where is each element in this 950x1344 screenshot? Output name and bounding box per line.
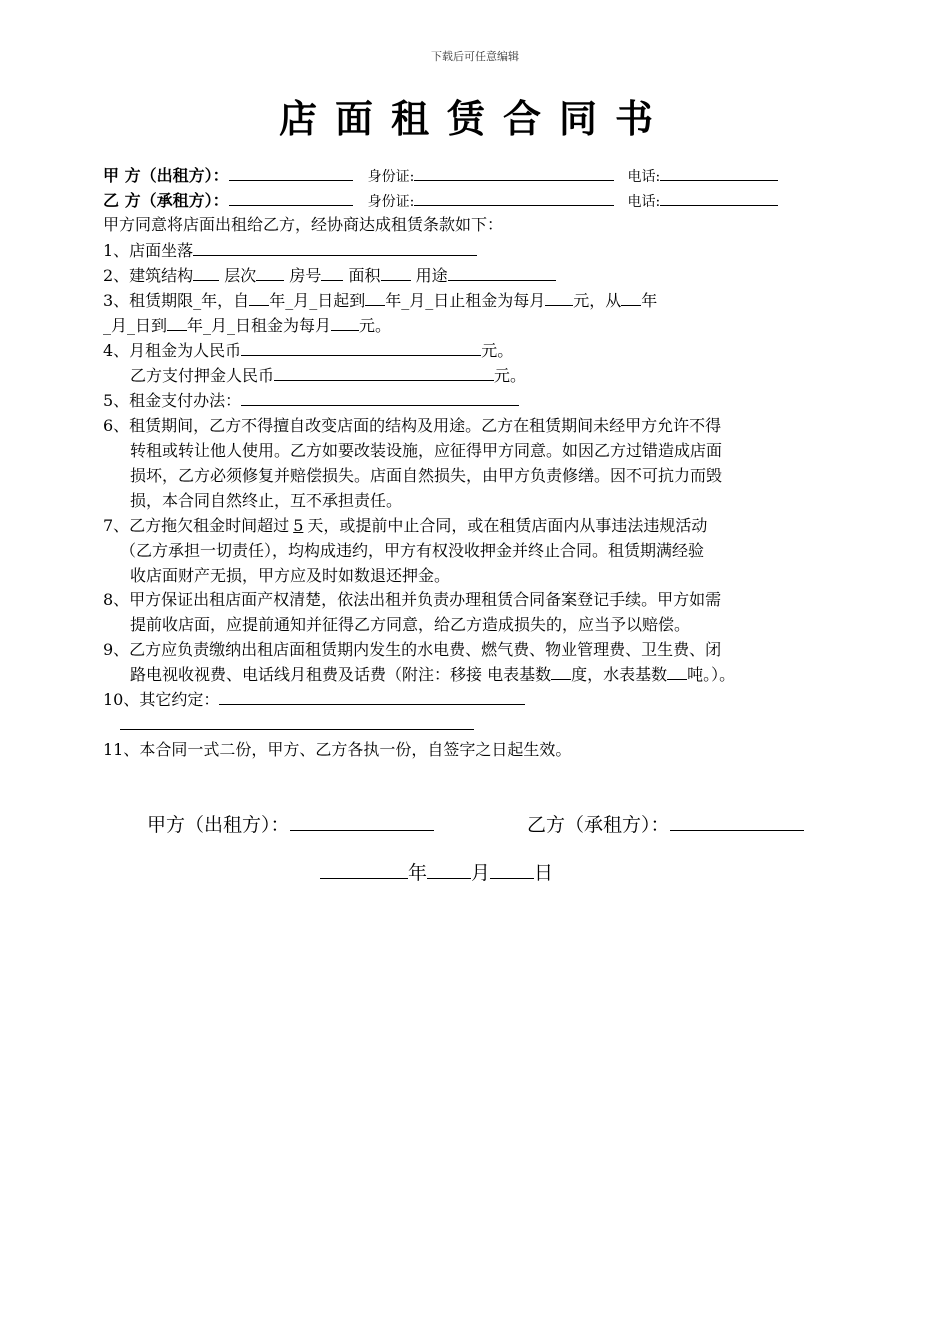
year-label: 年 — [408, 862, 428, 884]
party-a-phone-label: 电话: — [627, 169, 661, 185]
clause-3-text-a: 3、租赁期限_年，自 — [103, 291, 250, 310]
deposit-blank — [274, 364, 494, 381]
clause-7-line-1 — [103, 513, 707, 539]
monthly-rent-label: 4、月租金为人民币 — [103, 341, 242, 360]
clause-7-line-3: 收店面财产无损，甲方应及时如数退还押金。 — [130, 566, 451, 585]
other-terms-blank-1 — [219, 688, 525, 705]
clause-9-line-1: 9、乙方应负责缴纳出租店面租赁期内发生的水电费、燃气费、物业管理费、卫生费、闭 — [103, 640, 722, 659]
party-b-signature — [527, 810, 804, 837]
party-a-row — [103, 163, 778, 190]
party-a-label: 甲 方（出租方）： — [103, 166, 229, 185]
clause-6-line-3: 损坏，乙方必须修复并赔偿损失。店面自然损失，由甲方负责修缮。因不可抗力而毁 — [130, 466, 723, 485]
room-blank — [321, 264, 343, 281]
other-terms-label: 10、其它约定： — [103, 690, 220, 709]
clause-3-text-c: 年_月_日止租金为每月 — [385, 291, 546, 310]
clause-3-text-d: 元，从 — [573, 291, 622, 310]
intro-text: 甲方同意将店面出租给乙方，经协商达成租赁条款如下： — [103, 215, 504, 234]
clause-7-line-2: （乙方承担一切责任），均构成违约，甲方有权没收押金并终止合同。租赁期满经验 — [120, 541, 705, 560]
clause-7-text-b: 天，或提前中止合同，或在租赁店面内从事违法违规活动 — [307, 516, 708, 535]
usage-blank — [448, 264, 556, 281]
clause-3-text-f: _月_日到 — [103, 316, 168, 335]
location-blank — [193, 239, 477, 256]
clause-10 — [103, 687, 525, 713]
clause-4-line-2 — [130, 363, 526, 389]
party-a-phone-blank — [660, 164, 778, 181]
floor-blank — [256, 264, 284, 281]
clause-3-text-h: 元。 — [359, 316, 392, 335]
clause-1 — [103, 238, 477, 264]
structure-label: 2、建筑结构 — [103, 266, 194, 285]
day-blank — [490, 860, 534, 879]
party-b-id-label: 身份证: — [367, 194, 415, 210]
rent-amount-blank-2 — [331, 314, 359, 331]
party-b-phone-label: 电话: — [627, 194, 661, 210]
clause-6-line-4: 损，本合同自然终止，互不承担责任。 — [130, 491, 403, 510]
area-label: 面积 — [348, 266, 381, 285]
party-b-id-blank — [414, 189, 614, 206]
party-b-row — [103, 188, 778, 215]
year-blank — [320, 860, 408, 879]
party-b-label: 乙 方（承租方）： — [103, 191, 229, 210]
structure-blank — [193, 264, 219, 281]
clause-11: 11、本合同一式二份，甲方、乙方各执一份，自签字之日起生效。 — [103, 740, 572, 759]
monthly-rent-unit: 元。 — [481, 341, 514, 360]
party-b-signature-label: 乙方（承租方）： — [527, 814, 670, 836]
party-a-signature-blank — [290, 812, 434, 831]
room-label: 房号 — [289, 266, 322, 285]
clause-9-text-a: 路电视收视费、电话线月租费及话费（附注：移接 电表基数 — [130, 665, 552, 684]
water-base-blank — [667, 663, 687, 680]
monthly-rent-blank — [241, 339, 481, 356]
other-terms-blank-2 — [120, 729, 474, 730]
party-a-id-blank — [414, 164, 614, 181]
clause-1-text: 1、店面坐落 — [103, 241, 194, 260]
deposit-label: 乙方支付押金人民币 — [130, 366, 275, 385]
payment-method-blank — [241, 389, 519, 406]
clause-9-text-c: 吨。）。 — [687, 665, 736, 684]
day-label: 日 — [534, 862, 554, 884]
end-year-blank — [365, 289, 385, 306]
floor-label: 层次 — [224, 266, 257, 285]
from-year-blank — [621, 289, 641, 306]
clause-5 — [103, 388, 519, 414]
clause-6-line-2: 转租或转让他人使用。乙方如要改装设施，应征得甲方同意。如因乙方过错造成店面 — [130, 441, 723, 460]
usage-label: 用途 — [415, 266, 448, 285]
party-b-phone-blank — [660, 189, 778, 206]
month-label: 月 — [471, 862, 491, 884]
signing-date — [320, 858, 553, 885]
area-blank — [381, 264, 411, 281]
party-b-name-blank — [229, 189, 353, 206]
rent-amount-blank-1 — [545, 289, 573, 306]
clause-9-line-2 — [130, 662, 735, 688]
party-a-signature-label: 甲方（出租方）： — [147, 814, 290, 836]
page-title: 店面租赁合同书 — [278, 96, 671, 141]
clause-8-line-1: 8、甲方保证出租店面产权清楚，依法出租并负责办理租赁合同备案登记手续。甲方如需 — [103, 590, 722, 609]
clause-8-line-2: 提前收店面，应提前通知并征得乙方同意，给乙方造成损失的，应当予以赔偿。 — [130, 615, 691, 634]
page-header: 下载后可任意编辑 — [431, 50, 519, 63]
clause-9-text-b: 度，水表基数 — [571, 665, 668, 684]
clause-7-text-a: 7、乙方拖欠租金时间超过 — [103, 516, 290, 535]
payment-method-label: 5、租金支付办法： — [103, 391, 242, 410]
clause-3-text-b: 年_月_日起到 — [269, 291, 366, 310]
meter-base-blank — [551, 663, 571, 680]
overdue-days-value: 5 — [293, 516, 304, 535]
to-year-blank — [167, 314, 187, 331]
clause-4-line-1 — [103, 338, 513, 364]
clause-3-text-g: 年_月_日租金为每月 — [187, 316, 332, 335]
clause-2 — [103, 263, 556, 289]
party-a-id-label: 身份证: — [367, 169, 415, 185]
clause-3-line-2 — [103, 313, 391, 339]
party-a-signature — [147, 810, 434, 837]
party-a-name-blank — [229, 164, 353, 181]
clause-3-text-e: 年 — [641, 291, 658, 310]
clause-3-line-1 — [103, 288, 657, 314]
start-year-blank — [249, 289, 269, 306]
party-b-signature-blank — [670, 812, 804, 831]
clause-6-line-1: 6、租赁期间，乙方不得擅自改变店面的结构及用途。乙方在租赁期间未经甲方允许不得 — [103, 416, 722, 435]
deposit-unit: 元。 — [494, 366, 527, 385]
month-blank — [427, 860, 471, 879]
